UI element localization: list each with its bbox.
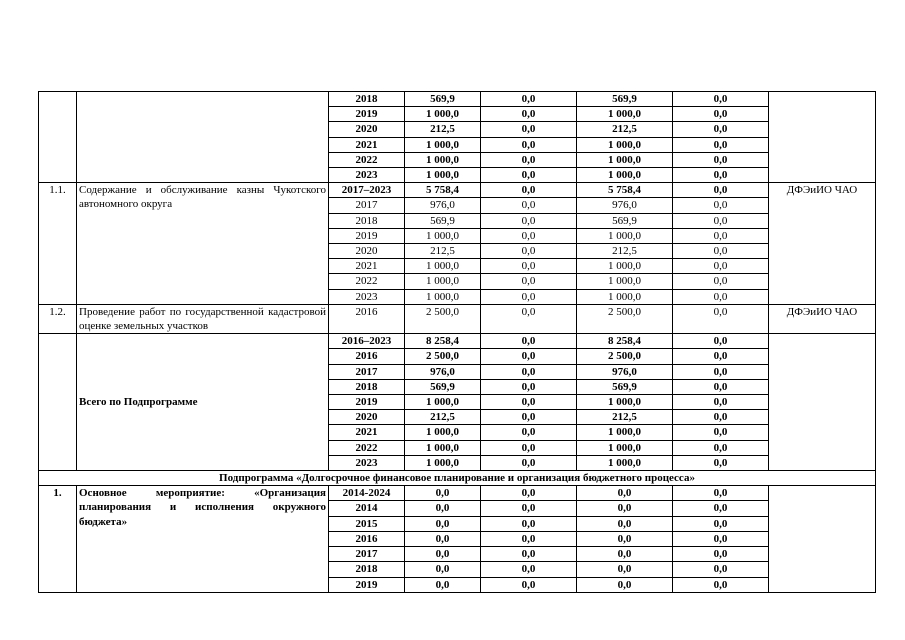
value-cell: 8 258,4 <box>405 334 481 349</box>
value-cell: 0,0 <box>481 395 577 410</box>
value-cell: 0,0 <box>673 501 769 516</box>
value-cell: 569,9 <box>577 213 673 228</box>
value-cell: 0,0 <box>481 547 577 562</box>
total-label: Всего по Подпрограмме <box>77 334 329 471</box>
value-cell: 212,5 <box>577 122 673 137</box>
year-cell: 2019 <box>329 107 405 122</box>
table-row <box>39 183 876 198</box>
item-name: Проведение работ по государственной кадастровой оценке земельных участков <box>77 304 329 333</box>
year-cell: 2015 <box>329 516 405 531</box>
value-cell: 2 500,0 <box>405 304 481 333</box>
value-cell: 2 500,0 <box>577 349 673 364</box>
value-cell: 0,0 <box>481 562 577 577</box>
value-cell: 0,0 <box>405 577 481 592</box>
value-cell: 0,0 <box>481 122 577 137</box>
year-cell: 2023 <box>329 455 405 470</box>
value-cell: 0,0 <box>481 92 577 107</box>
year-cell: 2021 <box>329 425 405 440</box>
value-cell: 0,0 <box>673 379 769 394</box>
year-cell: 2021 <box>329 259 405 274</box>
year-cell: 2018 <box>329 562 405 577</box>
value-cell: 0,0 <box>481 364 577 379</box>
value-cell: 1 000,0 <box>577 259 673 274</box>
value-cell: 0,0 <box>673 410 769 425</box>
value-cell: 569,9 <box>405 213 481 228</box>
value-cell: 1 000,0 <box>405 274 481 289</box>
value-cell: 0,0 <box>673 516 769 531</box>
value-cell: 0,0 <box>481 455 577 470</box>
value-cell: 1 000,0 <box>405 425 481 440</box>
value-cell: 0,0 <box>673 440 769 455</box>
value-cell: 212,5 <box>405 122 481 137</box>
value-cell: 1 000,0 <box>405 289 481 304</box>
year-cell: 2021 <box>329 137 405 152</box>
year-cell: 2018 <box>329 213 405 228</box>
value-cell: 0,0 <box>481 531 577 546</box>
year-cell: 2020 <box>329 410 405 425</box>
value-cell: 0,0 <box>481 152 577 167</box>
value-cell: 0,0 <box>481 183 577 198</box>
value-cell: 1 000,0 <box>405 259 481 274</box>
name-cell <box>77 92 329 183</box>
value-cell: 0,0 <box>481 228 577 243</box>
value-cell: 976,0 <box>577 364 673 379</box>
year-cell: 2018 <box>329 92 405 107</box>
item-name: Содержание и обслуживание казны Чукотского автономного округа <box>77 183 329 305</box>
subprogram-row <box>39 471 876 486</box>
value-cell: 0,0 <box>481 379 577 394</box>
value-cell: 1 000,0 <box>577 289 673 304</box>
value-cell: 212,5 <box>405 410 481 425</box>
value-cell: 569,9 <box>405 379 481 394</box>
value-cell: 5 758,4 <box>577 183 673 198</box>
value-cell: 0,0 <box>481 168 577 183</box>
value-cell: 569,9 <box>577 379 673 394</box>
item-number: 1.1. <box>39 183 77 305</box>
year-cell: 2016 <box>329 531 405 546</box>
year-cell: 2017 <box>329 364 405 379</box>
value-cell: 0,0 <box>481 198 577 213</box>
subprogram-title: Подпрограмма «Долгосрочное финансовое планирование и организация бюджетного процесса» <box>39 471 876 486</box>
value-cell: 0,0 <box>481 334 577 349</box>
value-cell: 0,0 <box>577 501 673 516</box>
value-cell: 2 500,0 <box>405 349 481 364</box>
value-cell: 1 000,0 <box>577 274 673 289</box>
value-cell: 1 000,0 <box>577 107 673 122</box>
value-cell: 2 500,0 <box>577 304 673 333</box>
value-cell: 0,0 <box>673 137 769 152</box>
year-cell: 2022 <box>329 274 405 289</box>
year-cell: 2019 <box>329 228 405 243</box>
value-cell: 569,9 <box>577 92 673 107</box>
value-cell: 0,0 <box>405 516 481 531</box>
year-cell: 2018 <box>329 379 405 394</box>
value-cell: 0,0 <box>577 486 673 501</box>
value-cell: 0,0 <box>481 107 577 122</box>
year-cell: 2019 <box>329 395 405 410</box>
value-cell: 1 000,0 <box>577 395 673 410</box>
value-cell: 1 000,0 <box>405 137 481 152</box>
value-cell: 0,0 <box>673 304 769 333</box>
value-cell: 0,0 <box>673 259 769 274</box>
value-cell: 1 000,0 <box>577 168 673 183</box>
value-cell: 8 258,4 <box>577 334 673 349</box>
value-cell: 0,0 <box>481 244 577 259</box>
year-cell: 2020 <box>329 244 405 259</box>
value-cell: 0,0 <box>405 486 481 501</box>
value-cell: 0,0 <box>405 547 481 562</box>
value-cell: 1 000,0 <box>577 137 673 152</box>
value-cell: 0,0 <box>673 486 769 501</box>
value-cell: 212,5 <box>577 244 673 259</box>
value-cell: 0,0 <box>673 577 769 592</box>
value-cell: 0,0 <box>405 562 481 577</box>
value-cell: 0,0 <box>673 213 769 228</box>
value-cell: 0,0 <box>673 562 769 577</box>
number-cell <box>39 92 77 183</box>
value-cell: 1 000,0 <box>577 228 673 243</box>
item-number: 1. <box>39 486 77 592</box>
year-cell: 2014-2024 <box>329 486 405 501</box>
value-cell: 0,0 <box>673 107 769 122</box>
value-cell: 212,5 <box>577 410 673 425</box>
value-cell: 0,0 <box>577 562 673 577</box>
value-cell: 0,0 <box>481 440 577 455</box>
value-cell: 1 000,0 <box>405 455 481 470</box>
value-cell: 0,0 <box>481 304 577 333</box>
value-cell: 0,0 <box>481 274 577 289</box>
value-cell: 1 000,0 <box>577 440 673 455</box>
year-cell: 2019 <box>329 577 405 592</box>
value-cell: 0,0 <box>481 137 577 152</box>
value-cell: 0,0 <box>481 516 577 531</box>
table-row <box>39 304 876 333</box>
value-cell: 0,0 <box>673 274 769 289</box>
year-cell: 2022 <box>329 440 405 455</box>
value-cell: 0,0 <box>673 168 769 183</box>
item-name: Основное мероприятие: «Организация планирования и исполнения окружного бюджета» <box>77 486 329 592</box>
year-cell: 2023 <box>329 289 405 304</box>
value-cell: 1 000,0 <box>405 395 481 410</box>
table-row <box>39 92 876 107</box>
value-cell: 0,0 <box>481 501 577 516</box>
value-cell: 0,0 <box>577 531 673 546</box>
value-cell: 0,0 <box>673 228 769 243</box>
value-cell: 0,0 <box>481 349 577 364</box>
value-cell: 5 758,4 <box>405 183 481 198</box>
value-cell: 0,0 <box>673 122 769 137</box>
responsible-cell <box>769 334 876 471</box>
year-cell: 2016 <box>329 349 405 364</box>
value-cell: 0,0 <box>481 289 577 304</box>
value-cell: 1 000,0 <box>577 425 673 440</box>
value-cell: 1 000,0 <box>405 440 481 455</box>
table-row <box>39 334 876 349</box>
value-cell: 0,0 <box>673 244 769 259</box>
value-cell: 1 000,0 <box>405 168 481 183</box>
value-cell: 976,0 <box>405 364 481 379</box>
year-cell: 2022 <box>329 152 405 167</box>
year-cell: 2017 <box>329 547 405 562</box>
year-cell: 2014 <box>329 501 405 516</box>
year-cell: 2023 <box>329 168 405 183</box>
value-cell: 0,0 <box>673 152 769 167</box>
value-cell: 0,0 <box>673 455 769 470</box>
value-cell: 0,0 <box>577 577 673 592</box>
responsible-executor: ДФЭиИО ЧАО <box>769 304 876 333</box>
value-cell: 1 000,0 <box>405 152 481 167</box>
value-cell: 976,0 <box>577 198 673 213</box>
value-cell: 0,0 <box>673 334 769 349</box>
value-cell: 0,0 <box>673 547 769 562</box>
item-number: 1.2. <box>39 304 77 333</box>
table-row <box>39 486 876 501</box>
value-cell: 0,0 <box>481 486 577 501</box>
value-cell: 0,0 <box>673 364 769 379</box>
year-cell: 2020 <box>329 122 405 137</box>
value-cell: 0,0 <box>673 289 769 304</box>
number-cell <box>39 334 77 471</box>
value-cell: 0,0 <box>405 501 481 516</box>
value-cell: 569,9 <box>405 92 481 107</box>
value-cell: 0,0 <box>673 92 769 107</box>
value-cell: 0,0 <box>673 531 769 546</box>
value-cell: 0,0 <box>481 410 577 425</box>
value-cell: 212,5 <box>405 244 481 259</box>
value-cell: 976,0 <box>405 198 481 213</box>
responsible-cell <box>769 92 876 183</box>
year-cell: 2016 <box>329 304 405 333</box>
value-cell: 0,0 <box>405 531 481 546</box>
year-cell: 2016–2023 <box>329 334 405 349</box>
value-cell: 0,0 <box>673 395 769 410</box>
responsible-cell <box>769 486 876 592</box>
year-cell: 2017 <box>329 198 405 213</box>
value-cell: 0,0 <box>577 547 673 562</box>
value-cell: 0,0 <box>673 198 769 213</box>
year-cell: 2017–2023 <box>329 183 405 198</box>
budget-table <box>38 91 876 593</box>
value-cell: 0,0 <box>481 425 577 440</box>
value-cell: 0,0 <box>673 349 769 364</box>
responsible-executor: ДФЭиИО ЧАО <box>769 183 876 305</box>
value-cell: 0,0 <box>673 183 769 198</box>
value-cell: 1 000,0 <box>405 228 481 243</box>
value-cell: 1 000,0 <box>577 152 673 167</box>
value-cell: 0,0 <box>481 259 577 274</box>
value-cell: 0,0 <box>577 516 673 531</box>
value-cell: 0,0 <box>481 577 577 592</box>
value-cell: 0,0 <box>481 213 577 228</box>
value-cell: 0,0 <box>673 425 769 440</box>
value-cell: 1 000,0 <box>405 107 481 122</box>
value-cell: 1 000,0 <box>577 455 673 470</box>
